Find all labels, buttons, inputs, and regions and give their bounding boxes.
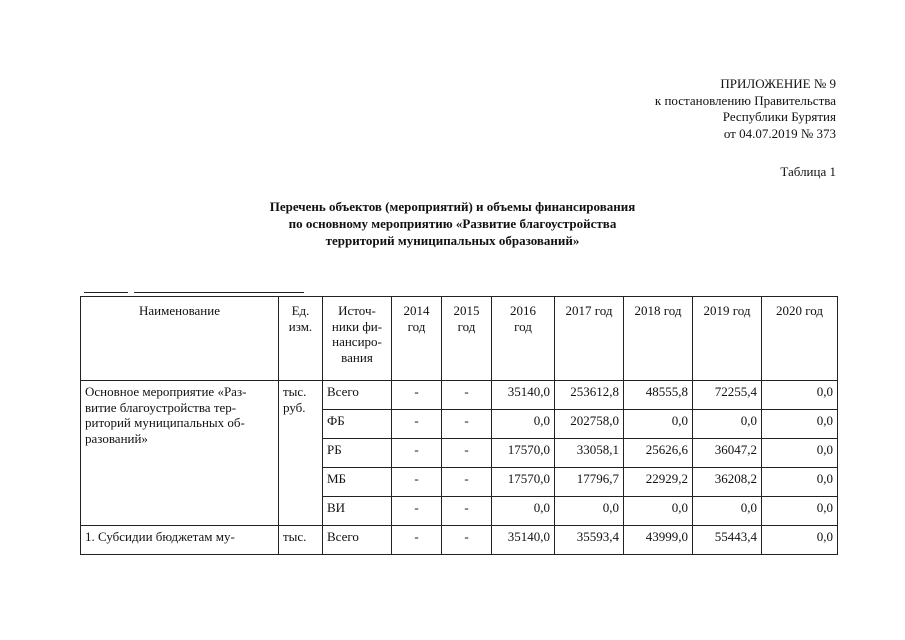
table-header-row <box>81 297 838 381</box>
source-cell: Всего <box>323 526 392 555</box>
value-cell: - <box>442 468 492 497</box>
value-cell: 17570,0 <box>492 468 555 497</box>
value-cell: 0,0 <box>492 497 555 526</box>
value-cell: 0,0 <box>762 410 838 439</box>
value-cell: 0,0 <box>492 410 555 439</box>
value-cell: - <box>392 381 442 410</box>
value-cell: - <box>442 526 492 555</box>
value-cell: 0,0 <box>762 468 838 497</box>
value-cell: 33058,1 <box>555 439 624 468</box>
value-cell: 0,0 <box>693 410 762 439</box>
value-cell: 0,0 <box>762 526 838 555</box>
header-source: Источ- ники фи- нансиро- вания <box>323 297 392 381</box>
value-cell: 0,0 <box>762 439 838 468</box>
appendix-republic: Республики Бурятия <box>722 109 836 124</box>
value-cell: - <box>392 439 442 468</box>
source-cell: МБ <box>323 468 392 497</box>
header-2018: 2018 год <box>624 297 693 381</box>
value-cell: - <box>392 410 442 439</box>
value-cell: 202758,0 <box>555 410 624 439</box>
group1-unit: тыс. руб. <box>279 381 323 526</box>
value-cell: - <box>442 497 492 526</box>
table-row <box>81 381 838 410</box>
value-cell: 0,0 <box>555 497 624 526</box>
value-cell: - <box>442 410 492 439</box>
header-2019: 2019 год <box>693 297 762 381</box>
header-unit: Ед. изм. <box>279 297 323 381</box>
value-cell: 17570,0 <box>492 439 555 468</box>
source-cell: Всего <box>323 381 392 410</box>
value-cell: 55443,4 <box>693 526 762 555</box>
value-cell: 0,0 <box>762 381 838 410</box>
value-cell: 0,0 <box>624 410 693 439</box>
appendix-resolution: к постановлению Правительства <box>654 92 836 108</box>
financing-table <box>80 296 838 555</box>
value-cell: - <box>392 497 442 526</box>
value-cell: 253612,8 <box>555 381 624 410</box>
value-cell: - <box>392 468 442 497</box>
group2-unit: тыс. <box>279 526 323 555</box>
value-cell: 48555,8 <box>624 381 693 410</box>
document-title <box>0 198 905 249</box>
header-2014: 2014 год <box>392 297 442 381</box>
value-cell: 36208,2 <box>693 468 762 497</box>
group2-name: 1. Субсидии бюджетам му- <box>81 526 279 555</box>
value-cell: 35140,0 <box>492 526 555 555</box>
value-cell: - <box>442 439 492 468</box>
value-cell: 43999,0 <box>624 526 693 555</box>
header-2017: 2017 год <box>555 297 624 381</box>
value-cell: 35140,0 <box>492 381 555 410</box>
header-name: Наименование <box>81 297 279 381</box>
value-cell: 22929,2 <box>624 468 693 497</box>
table-label: Таблица 1 <box>780 164 836 179</box>
title-line: территорий муниципальных образований» <box>325 233 580 248</box>
source-cell: ВИ <box>323 497 392 526</box>
value-cell: 36047,2 <box>693 439 762 468</box>
value-cell: 25626,6 <box>624 439 693 468</box>
value-cell: 72255,4 <box>693 381 762 410</box>
value-cell: - <box>392 526 442 555</box>
header-2020: 2020 год <box>762 297 838 381</box>
value-cell: 0,0 <box>693 497 762 526</box>
appendix-block <box>655 76 836 142</box>
title-line: Перечень объектов (мероприятий) и объемы финансирования <box>269 199 636 214</box>
source-cell: ФБ <box>323 410 392 439</box>
value-cell: 17796,7 <box>555 468 624 497</box>
value-cell: - <box>442 381 492 410</box>
appendix-number: ПРИЛОЖЕНИЕ № 9 <box>720 76 836 91</box>
title-line: по основному мероприятию «Развитие благоустройства <box>288 216 617 231</box>
group1-name: Основное мероприятие «Раз- витие благоустройства тер- риторий муниципальных об- разований» <box>81 381 279 526</box>
header-2016: 2016 год <box>492 297 555 381</box>
value-cell: 0,0 <box>624 497 693 526</box>
appendix-date: от 04.07.2019 № 373 <box>723 125 836 141</box>
source-cell: РБ <box>323 439 392 468</box>
value-cell: 0,0 <box>762 497 838 526</box>
value-cell: 35593,4 <box>555 526 624 555</box>
table-row <box>81 526 838 555</box>
header-2015: 2015 год <box>442 297 492 381</box>
